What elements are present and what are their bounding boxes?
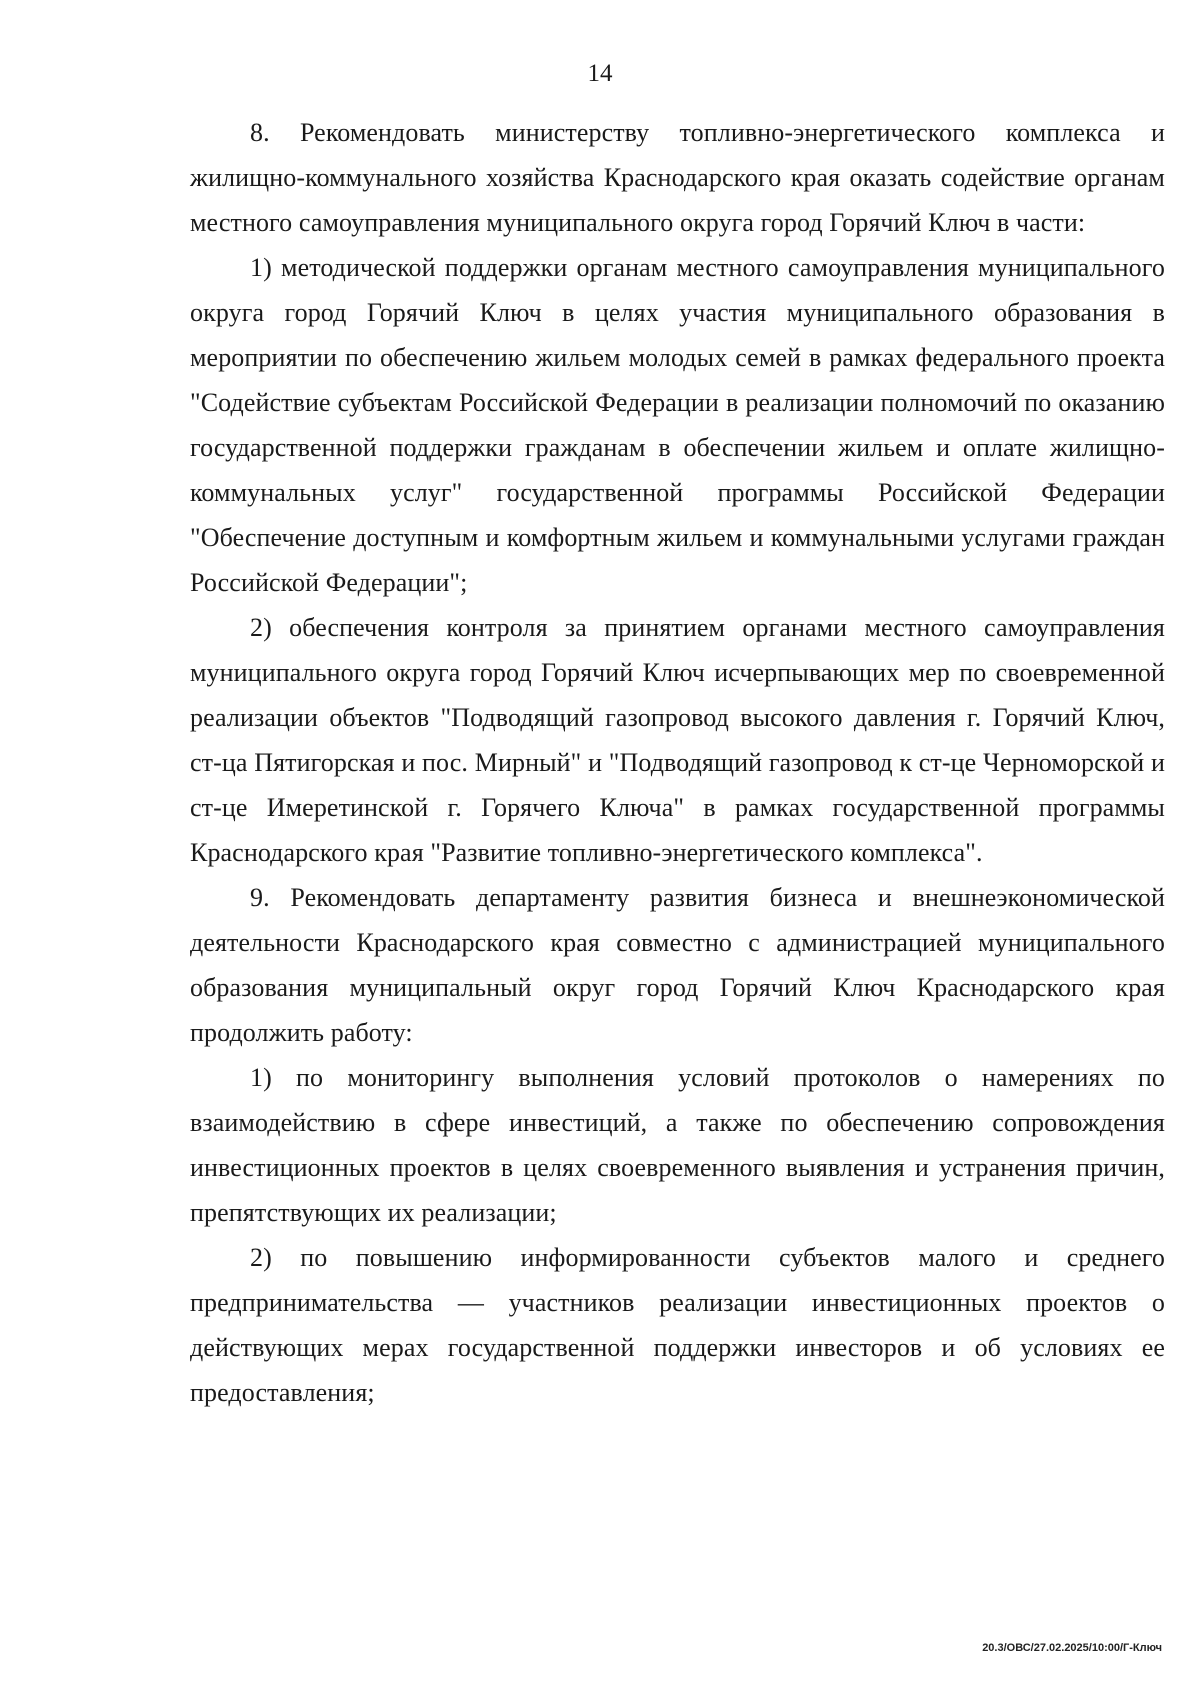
- paragraph-subitem-9-2: 2) по повышению информированности субъектов малого и среднего предпринимательства — участников реализации инвестиционных проектов о действующих мерах государственной поддержки инвесторов и об условиях ее предоставления;: [190, 1243, 1165, 1407]
- paragraph-subitem-9-1: 1) по мониторингу выполнения условий протоколов о намерениях по взаимодействию в сфере инвестиций, а также по обеспечению сопровождения инвестиционных проектов в целях своевременного выявления и устранения причин, препятствующих их реализации;: [190, 1063, 1165, 1227]
- paragraph-subitem-8-1: 1) методической поддержки органам местного самоуправления муниципального округа город Горячий Ключ в целях участия муниципального образования в мероприятии по обеспечению жильем молодых семей в рамках федерального проекта "Содействие субъектам Российской Федерации в реализации полномочий по оказанию государственной поддержки гражданам в обеспечении жильем и оплате жилищно-коммунальных услуг" государственной программы Российской Федерации "Обеспечение доступным и комфортным жильем и коммунальными услугами граждан Российской Федерации";: [190, 253, 1165, 597]
- page-number: 14: [587, 60, 613, 87]
- paragraph-item-9: 9. Рекомендовать департаменту развития бизнеса и внешнеэкономической деятельности Краснодарского края совместно с администрацией муниципального образования муниципальный округ город Горячий Ключ Краснодарского края продолжить работу:: [190, 883, 1165, 1047]
- paragraph-subitem-8-2: 2) обеспечения контроля за принятием органами местного самоуправления муниципального округа город Горячий Ключ исчерпывающих мер по своевременной реализации объектов "Подводящий газопровод высокого давления г. Горячий Ключ, ст-ца Пятигорская и пос. Мирный" и "Подводящий газопровод к ст-це Черноморской и ст-це Имеретинской г. Горячего Ключа" в рамках государственной программы Краснодарского края "Развитие топливно-энергетического комплекса".: [190, 613, 1165, 867]
- document-registry-code: 20.3/ОВС/27.02.2025/10:00/Г-Ключ: [982, 1642, 1162, 1654]
- paragraph-item-8: 8. Рекомендовать министерству топливно-энергетического комплекса и жилищно-коммунального хозяйства Краснодарского края оказать содействие органам местного самоуправления муниципального округа город Горячий Ключ в части:: [190, 118, 1165, 237]
- document-body: [190, 110, 1165, 1415]
